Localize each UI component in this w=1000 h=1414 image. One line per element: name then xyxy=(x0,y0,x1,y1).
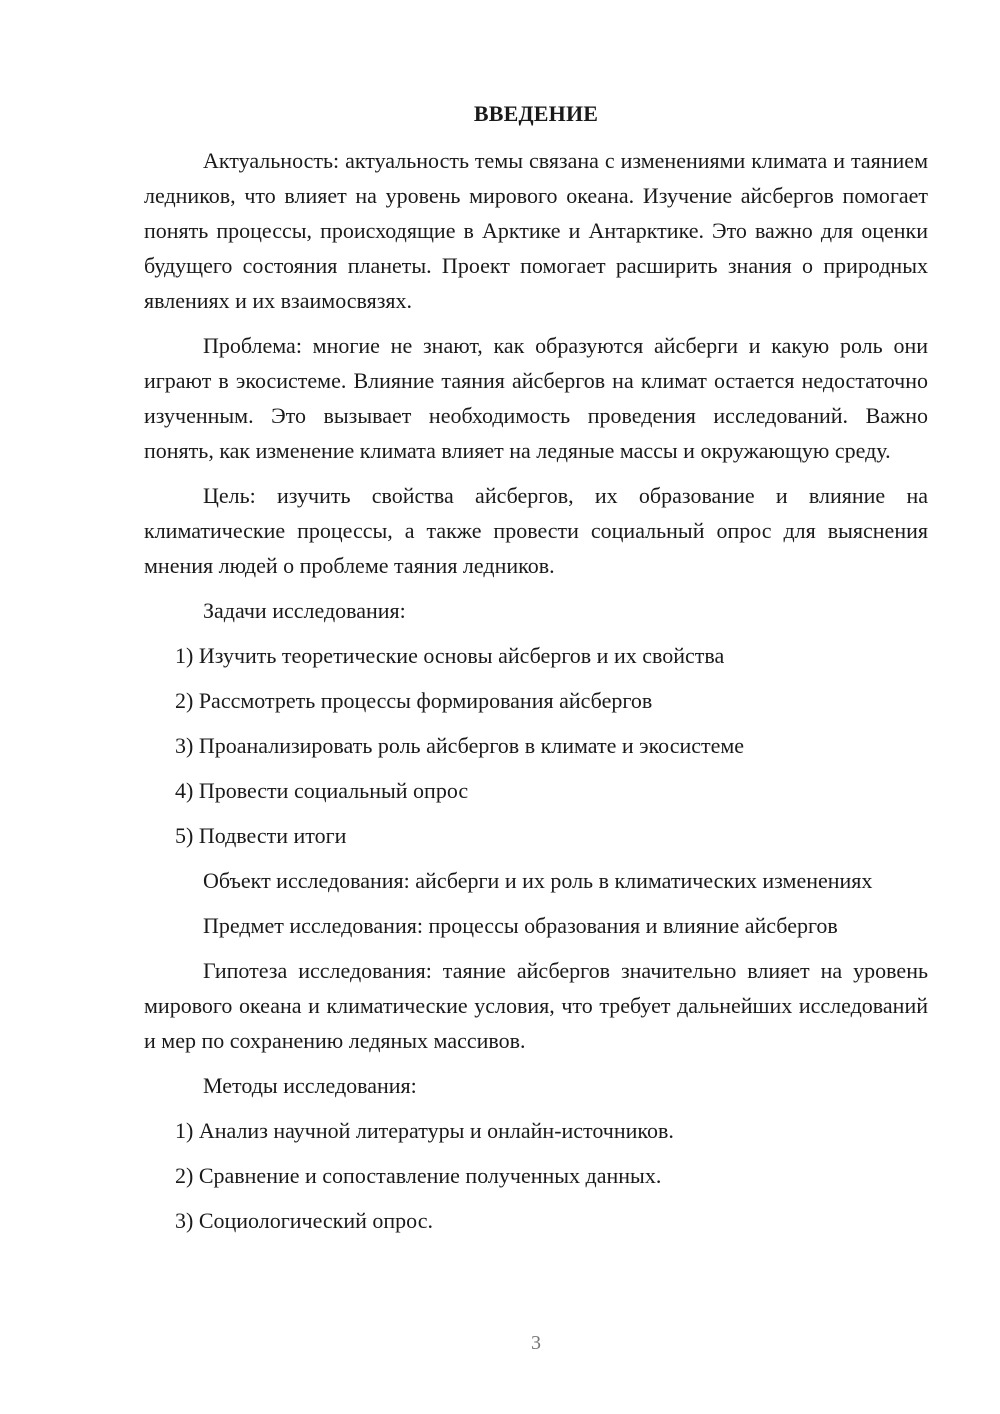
section-title: ВВЕДЕНИЕ xyxy=(473,101,599,126)
methods-heading: Методы исследования: xyxy=(203,1073,417,1098)
task-item: 3) Проанализировать роль айсбергов в климате и экосистеме xyxy=(175,733,745,758)
method-item: 2) Сравнение и сопоставление полученных данных. xyxy=(175,1163,662,1188)
relevance-paragraph: Актуальность: актуальность темы связана с изменениями климата и таянием ледников, что влияет на уровень мирового океана. Изучение айсбергов помогает понять процессы, происходящие в Арктике и Антарктике. Это важно для оценки будущего состояния планеты. Проект помогает расширить знания о природных явлениях и их взаимосвязях. xyxy=(144,148,928,313)
problem-paragraph: Проблема: многие не знают, как образуются айсберги и какую роль они играют в экосистеме. Влияние таяния айсбергов на климат остается недостаточно изученным. Это вызывает необходимость проведения исследований. Важно понять, как изменение климата влияет на ледяные массы и окружающую среду. xyxy=(144,333,928,463)
page-number: 3 xyxy=(531,1332,541,1354)
hypothesis-paragraph: Гипотеза исследования: таяние айсбергов значительно влияет на уровень мирового океана и климатические условия, что требует дальнейших исследований и мер по сохранению ледяных массивов. xyxy=(144,958,928,1053)
task-item: 5) Подвести итоги xyxy=(175,823,347,848)
subject-line: Предмет исследования: процессы образования и влияние айсбергов xyxy=(203,913,838,938)
tasks-heading: Задачи исследования: xyxy=(203,598,406,623)
page-content xyxy=(144,96,928,1248)
method-item: 1) Анализ научной литературы и онлайн-источников. xyxy=(175,1118,674,1143)
object-paragraph: Объект исследования: айсберги и их роль в климатических изменениях xyxy=(203,868,873,893)
goal-paragraph: Цель: изучить свойства айсбергов, их образование и влияние на климатические процессы, а также провести социальный опрос для выяснения мнения людей о проблеме таяния ледников. xyxy=(144,483,928,578)
method-item: 3) Социологический опрос. xyxy=(175,1208,433,1233)
task-item: 4) Провести социальный опрос xyxy=(175,778,469,803)
task-item: 2) Рассмотреть процессы формирования айсбергов xyxy=(175,688,653,713)
task-item: 1) Изучить теоретические основы айсбергов и их свойства xyxy=(175,643,725,668)
